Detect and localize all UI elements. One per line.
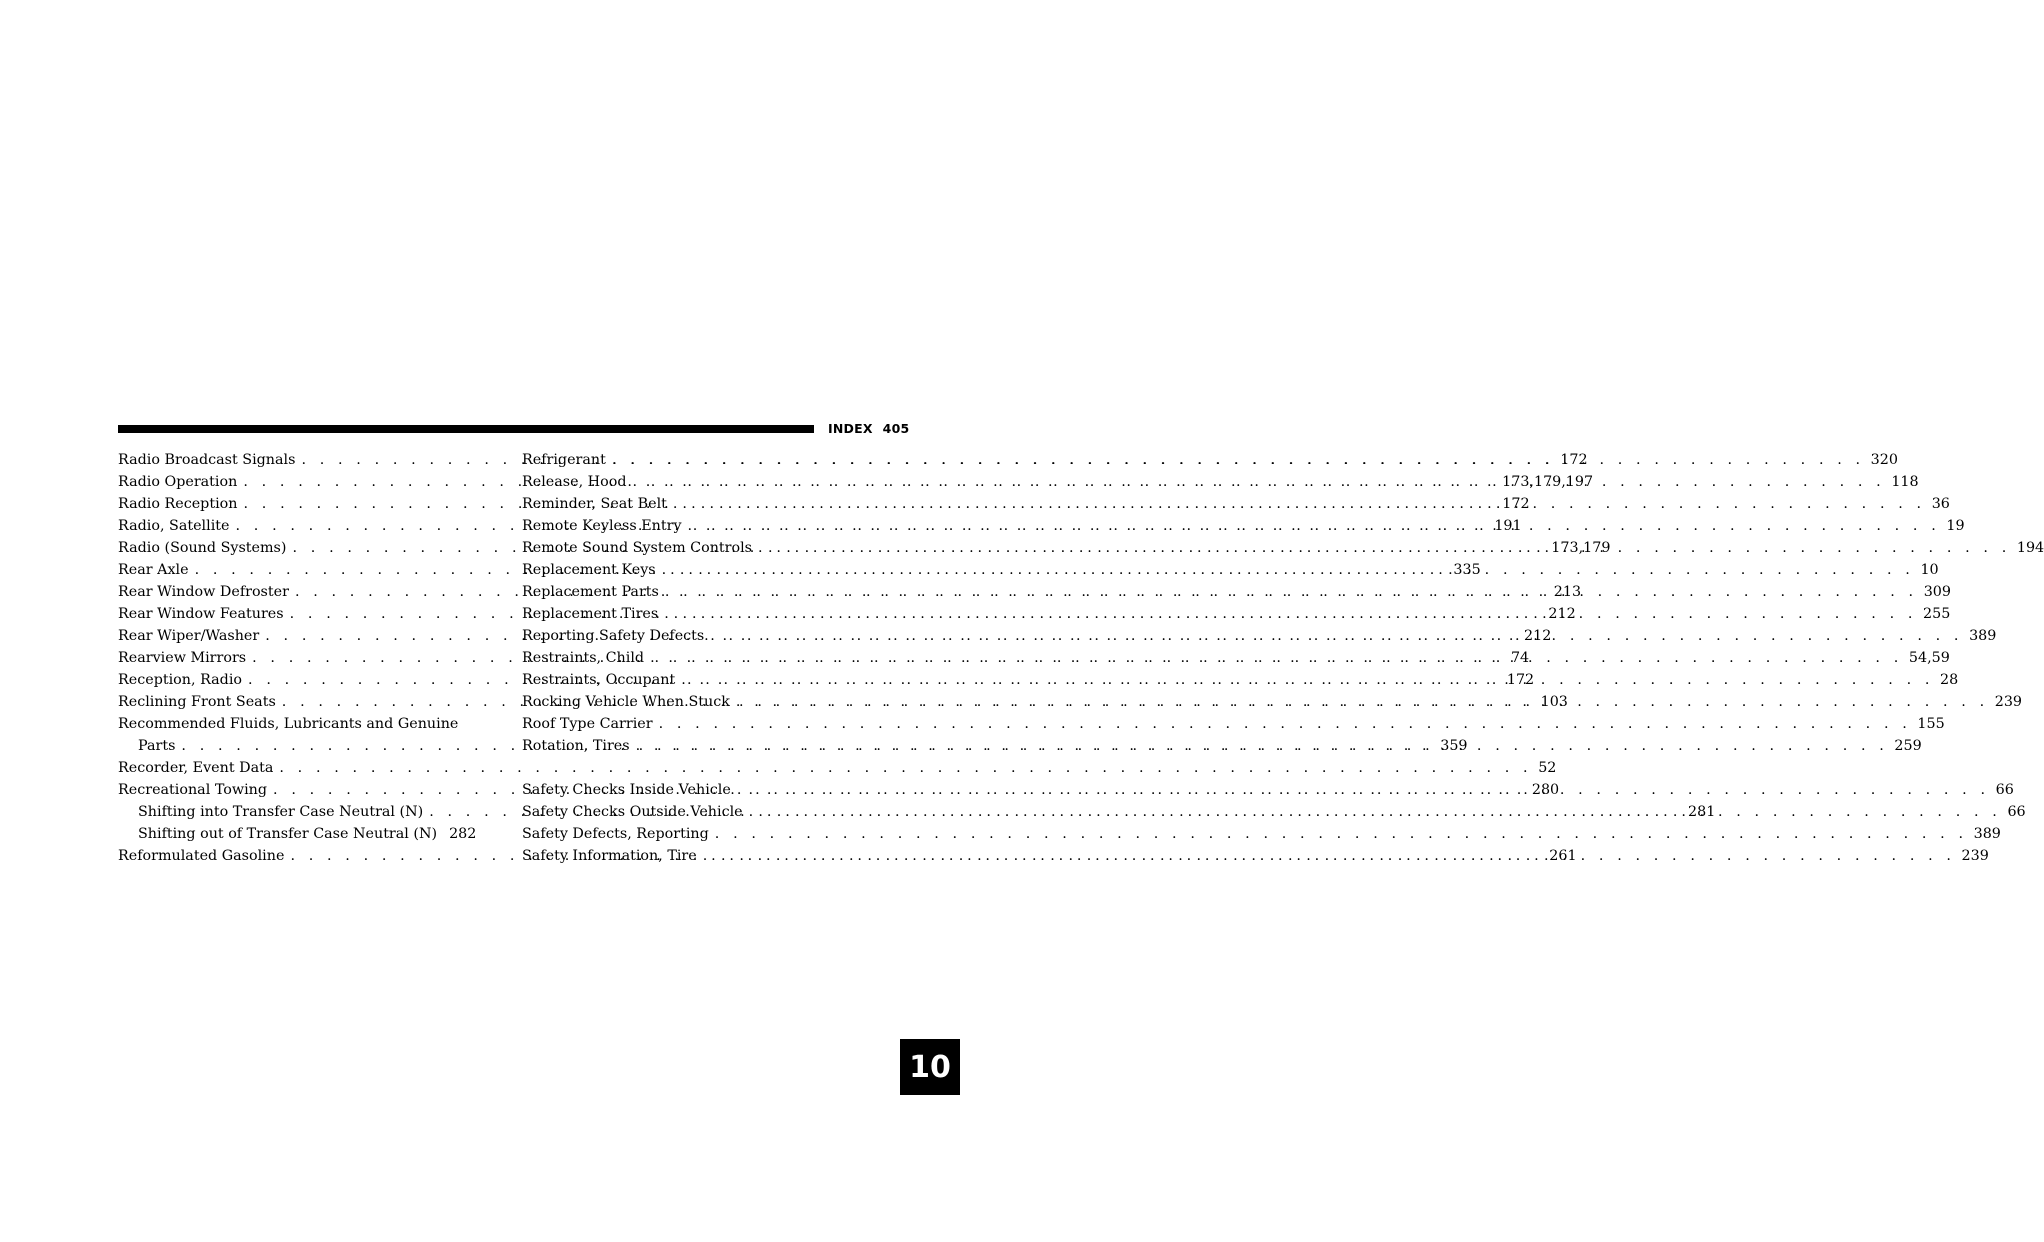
entry-term: Reclining Front Seats xyxy=(118,694,276,710)
entry-term: Reminder, Seat Belt xyxy=(522,496,667,512)
dot-leader xyxy=(749,801,2002,823)
entry-term: Remote Keyless Entry xyxy=(522,518,682,534)
dot-leader xyxy=(736,691,1989,713)
chapter-tab: 10 xyxy=(900,1039,960,1095)
entry-term: Shifting into Transfer Case Neutral (N) xyxy=(138,804,424,820)
entry-term: Roof Type Carrier xyxy=(522,716,653,732)
entry-term: Safety Checks Outside Vehicle xyxy=(522,804,743,820)
entry-page: 28 xyxy=(1940,672,1959,688)
entry-page: 103 xyxy=(1540,694,1568,710)
entry-page: 155 xyxy=(1917,716,1945,732)
entry-term: Rotation, Tires xyxy=(522,738,630,754)
dot-leader xyxy=(715,823,1968,845)
entry-page: 194 xyxy=(2016,540,2044,556)
entry-term: Safety Defects, Reporting xyxy=(522,826,709,842)
entry-page: 239 xyxy=(1961,848,1989,864)
dot-leader xyxy=(758,537,2011,559)
entry-term: Refrigerant xyxy=(522,452,606,468)
entry-page: 359 xyxy=(1440,738,1468,754)
entry-term: Rearview Mirrors xyxy=(118,650,247,666)
entry-term: Radio Reception xyxy=(118,496,238,512)
entry-term: Parts xyxy=(138,738,176,754)
entry-page: 389 xyxy=(1973,826,2001,842)
dot-leader xyxy=(279,757,1532,779)
entry-page: 172 xyxy=(1560,452,1588,468)
entry-page: 320 xyxy=(1870,452,1898,468)
entry-term: Reformulated Gasoline xyxy=(118,848,285,864)
entry-page: 66 xyxy=(1995,782,2014,798)
dot-leader xyxy=(737,779,1990,801)
entry-page: 118 xyxy=(1891,474,1919,490)
dot-leader xyxy=(688,515,1941,537)
entry-term: Rear Axle xyxy=(118,562,189,578)
index-entry xyxy=(522,713,1945,735)
dot-leader xyxy=(650,647,1903,669)
entry-term: Rear Window Features xyxy=(118,606,284,622)
entry-term: Recorder, Event Data xyxy=(118,760,274,776)
entry-term: Restraints, Occupant xyxy=(522,672,676,688)
entry-term: Recommended Fluids, Lubricants and Genuine xyxy=(118,716,459,732)
entry-page: 280 xyxy=(1531,782,1560,798)
entry-page: 54,59 xyxy=(1908,650,1950,666)
entry-term: Reception, Radio xyxy=(118,672,243,688)
entry-page: 281 xyxy=(1688,804,1716,820)
entry-page: 282 xyxy=(449,826,477,842)
dot-leader xyxy=(633,471,1886,493)
entry-term: Safety Information, Tire xyxy=(522,848,697,864)
entry-page: 172 xyxy=(1502,496,1530,512)
entry-page: 389 xyxy=(1969,628,1997,644)
page-number: 405 xyxy=(882,421,910,436)
index-entry xyxy=(522,823,2001,845)
dot-leader xyxy=(612,449,1865,471)
entry-term: Rocking Vehicle When Stuck xyxy=(522,694,730,710)
header-rule xyxy=(118,425,814,433)
dot-leader xyxy=(703,845,1956,867)
dot-leader xyxy=(665,581,1918,603)
entry-page: 261 xyxy=(1549,848,1577,864)
entry-page: 66 xyxy=(2007,804,2026,820)
entry-page: 74 xyxy=(1510,650,1530,666)
entry-term: Radio (Sound Systems) xyxy=(118,540,287,556)
dot-leader xyxy=(662,559,1915,581)
entry-term: Shifting out of Transfer Case Neutral (N) xyxy=(138,826,438,842)
entry-page: 239 xyxy=(1994,694,2023,710)
dot-leader xyxy=(659,713,1912,735)
entry-page: 173,179,197 xyxy=(1502,474,1594,490)
entry-term: Radio, Satellite xyxy=(118,518,230,534)
dot-leader xyxy=(681,669,1934,691)
entry-term: Release, Hood xyxy=(522,474,627,490)
entry-page: 255 xyxy=(1923,606,1951,622)
entry-page: 212 xyxy=(1524,628,1552,644)
entry-page: 19 xyxy=(1946,518,1965,534)
entry-term: Reporting Safety Defects xyxy=(522,628,705,644)
entry-page: 309 xyxy=(1923,584,1951,600)
entry-page: 172 xyxy=(1506,672,1535,688)
entry-page: 173,179 xyxy=(1551,540,1611,556)
entry-page: 335 xyxy=(1453,562,1481,578)
index-entry xyxy=(118,757,1557,779)
section-gap xyxy=(522,757,896,779)
dot-leader xyxy=(710,625,1963,647)
entry-term: Rear Wiper/Washer xyxy=(118,628,260,644)
entry-term: Recreational Towing xyxy=(118,782,268,798)
entry-term: Safety Checks Inside Vehicle xyxy=(522,782,731,798)
entry-page: 213 xyxy=(1553,584,1582,600)
entry-page: 52 xyxy=(1538,760,1557,776)
entry-term: Radio Broadcast Signals xyxy=(118,452,296,468)
entry-term: Replacement Parts xyxy=(522,584,659,600)
entry-term: Radio Operation xyxy=(118,474,238,490)
entry-term: Rear Window Defroster xyxy=(118,584,289,600)
entry-term: Restraints, Child xyxy=(522,650,645,666)
dot-leader xyxy=(673,493,1926,515)
dot-leader xyxy=(664,603,1917,625)
dot-leader xyxy=(636,735,1889,757)
entry-page: 10 xyxy=(1920,562,1939,578)
section-title: INDEX xyxy=(828,421,873,436)
entry-term: Replacement Tires xyxy=(522,606,659,622)
index-subentry xyxy=(118,823,477,845)
entry-page: 36 xyxy=(1931,496,1950,512)
entry-term: Replacement Keys xyxy=(522,562,656,578)
entry-page: 212 xyxy=(1548,606,1576,622)
entry-page: 259 xyxy=(1894,738,1922,754)
index-entry xyxy=(118,713,472,735)
entry-term: Remote Sound System Controls xyxy=(522,540,753,556)
entry-page: 191 xyxy=(1494,518,1522,534)
running-header xyxy=(828,421,909,436)
